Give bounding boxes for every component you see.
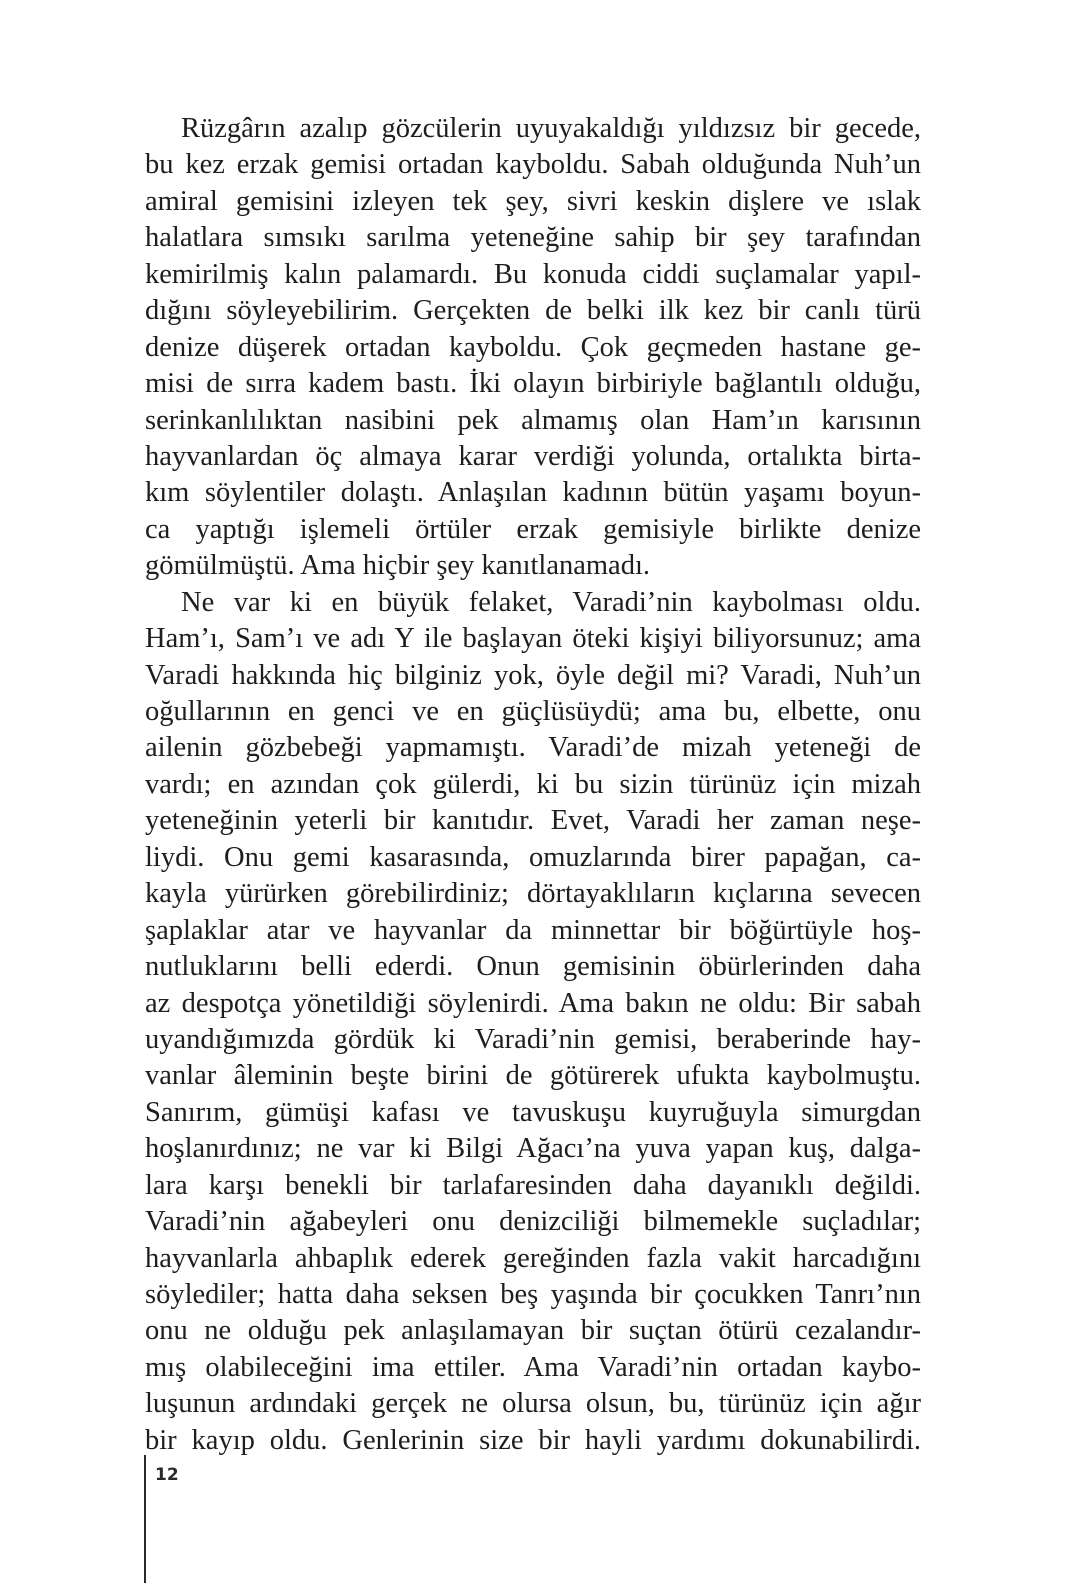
text-line: Rüzgârın azalıp gözcülerin uyuyakaldığı yıldızsız bir gecede, <box>181 113 921 144</box>
page-number: 12 <box>155 1465 179 1485</box>
text-line: yeteneğinin yeterli bir kanıtıdır. Evet, Varadi her zaman neşe- <box>145 805 921 837</box>
text-line: lara karşı benekli bir tarlafaresinden daha dayanıklı değildi. <box>145 1169 921 1201</box>
text-line: kemirilmiş kalın palamardı. Bu konuda ciddi suçlamalar yapıl- <box>145 258 921 290</box>
text-line: söylediler; hatta daha seksen beş yaşında bir çocukken Tanrı’nın <box>145 1279 921 1310</box>
text-line: kayla yürürken görebilirdiniz; dörtayaklıların kıçlarına sevecen <box>145 878 921 910</box>
text-line: ailenin gözbebeği yapmamıştı. Varadi’de mizah yeteneği de <box>145 732 921 764</box>
text-line: Sanırım, gümüşi kafası ve tavuskuşu kuyruğuyla simurgdan <box>145 1096 921 1128</box>
text-line: serinkanlılıktan nasibini pek almamış olan Ham’ın karısının <box>145 404 921 436</box>
text-line: hayvanlarla ahbaplık ederek gereğinden fazla vakit harcadığını <box>145 1242 921 1274</box>
text-line: vardı; en azından çok gülerdi, ki bu sizin türünüz için mizah <box>145 768 921 800</box>
text-line: liydi. Onu gemi kasarasında, omuzlarında birer papağan, ca- <box>145 841 921 873</box>
text-line: denize düşerek ortadan kayboldu. Çok geçmeden hastane ge- <box>145 331 921 363</box>
body-text <box>145 111 921 1459</box>
text-line: uyandığımızda gördük ki Varadi’nin gemisi, beraberinde hay- <box>145 1023 921 1055</box>
text-line: vanlar âleminin beşte birini de götürerek ufukta kaybolmuştu. <box>145 1060 921 1092</box>
text-line: luşunun ardındaki gerçek ne olursa olsun, bu, türünüz için ağır <box>145 1388 921 1420</box>
text-line: oğullarının en genci ve en güçlüsüydü; ama bu, elbette, onu <box>145 696 921 727</box>
text-line: Varadi’nin ağabeyleri onu denizciliği bilmemekle suçladılar; <box>145 1206 921 1238</box>
text-line: gömülmüştü. Ama hiçbir şey kanıtlanamadı. <box>145 550 650 582</box>
text-line: Ham’ı, Sam’ı ve adı Y ile başlayan öteki kişiyi biliyorsunuz; ama <box>145 623 921 655</box>
text-line: Ne var ki en büyük felaket, Varadi’nin kaybolması oldu. <box>181 586 921 618</box>
text-line: şaplaklar atar ve hayvanlar da minnettar bir böğürtüyle hoş- <box>145 914 921 946</box>
text-line: ca yaptığı işlemeli örtüler erzak gemisiyle birlikte denize <box>145 513 921 545</box>
text-line: mış olabileceğini ima ettiler. Ama Varadi’nin ortadan kaybo- <box>145 1351 921 1383</box>
text-line: nutluklarını belli ederdi. Onun gemisinin öbürlerinden daha <box>145 951 921 983</box>
text-line: hayvanlardan öç almaya karar verdiği yolunda, ortalıkta birta- <box>145 440 921 472</box>
text-line: hoşlanırdınız; ne var ki Bilgi Ağacı’na yuva yapan kuş, dalga- <box>145 1133 921 1165</box>
text-line: Varadi hakkında hiç bilginiz yok, öyle değil mi? Varadi, Nuh’un <box>145 659 921 691</box>
text-line: halatlara sımsıkı sarılma yeteneğine sahip bir şey tarafından <box>145 222 921 254</box>
page-margin-rule <box>144 1455 146 1583</box>
text-line: misi de sırra kadem bastı. İki olayın birbiriyle bağlantılı olduğu, <box>145 368 921 400</box>
text-line: dığını söyleyebilirim. Gerçekten de belki ilk kez bir canlı türü <box>145 295 921 327</box>
text-line: az despotça yönetildiği söylenirdi. Ama bakın ne oldu: Bir sabah <box>145 987 921 1019</box>
text-line: amiral gemisini izleyen tek şey, sivri keskin dişlere ve ıslak <box>145 185 921 217</box>
text-line: onu ne olduğu pek anlaşılamayan bir suçtan ötürü cezalandır- <box>145 1315 921 1347</box>
text-line: bir kayıp oldu. Genlerinin size bir hayli yardımı dokunabilirdi. <box>145 1424 921 1456</box>
text-line: kım söylentiler dolaştı. Anlaşılan kadının bütün yaşamı boyun- <box>145 477 921 509</box>
text-line: bu kez erzak gemisi ortadan kayboldu. Sabah olduğunda Nuh’un <box>145 149 921 181</box>
